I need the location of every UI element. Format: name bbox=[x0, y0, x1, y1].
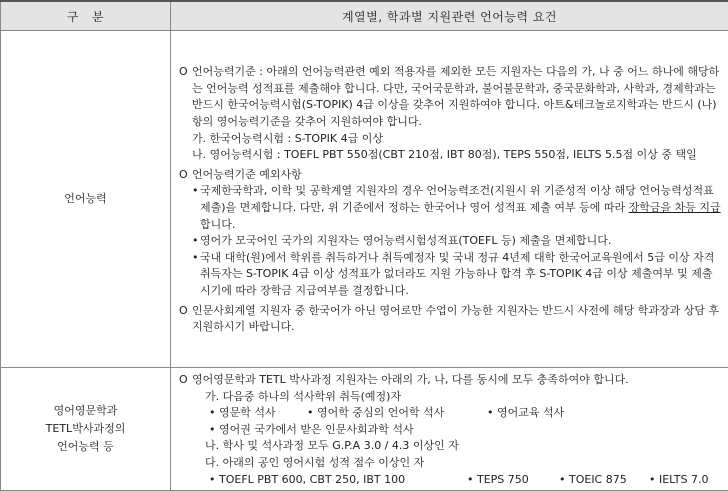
list-item: • TEPS 750 bbox=[467, 472, 559, 489]
header-requirements: 계열별, 학과별 지원관련 언어능력 요건 bbox=[171, 1, 728, 31]
english-test-requirement: 나. 영어능력시험 : TOEFL PBT 550점(CBT 210점, IBT 80점), TEPS 550점, IELTS 5.5점 이상 중 택일 bbox=[192, 147, 722, 164]
language-standard-text: 언어능력기준 : 아래의 언어능력관련 예외 적용자를 제외한 모든 지원자는 다음의 가, 나 중 어느 하나에 해당하는 언어능력 성적표를 제출해야 합니다. 다만, 국어국문학과, 불어불문학과, 중국문화학과, 사학과, 경제학과는 반드시 한국어능력시험(S-TOPIK) 4급 이상을 갖추어 지원하여야 합니다. 아트&테크놀로지학과는 반드시 (나)항의 영어능력기준을 갖추어 지원하여야 합니다. bbox=[192, 64, 722, 130]
circle-bullet-icon: O bbox=[179, 167, 192, 300]
masters-degree-requirement: 가. 다음중 하나의 석사학위 취득(예정)자 bbox=[205, 389, 722, 406]
category-cell: 영어영문학과 TETL박사과정의 언어능력 등 bbox=[1, 368, 171, 491]
list-item: • IELTS 7.0 bbox=[649, 472, 709, 489]
section-humanities-note bbox=[179, 303, 722, 336]
circle-bullet-icon: O bbox=[179, 64, 192, 164]
list-item: • 영어교육 석사 bbox=[487, 405, 564, 422]
list-item bbox=[192, 250, 722, 300]
section-tetl-phd bbox=[179, 372, 722, 488]
list-item: • 영문학 석사 bbox=[209, 405, 307, 422]
list-item: • 영어학 중심의 언어학 석사 bbox=[307, 405, 487, 422]
masters-degree-list bbox=[205, 405, 722, 422]
exception-3-text: 국내 대학(원)에서 학위를 취득하거나 취득예정자 및 국내 정규 4년제 대학 한국어교육원에서 5급 이상 자격취득자는 S-TOPIK 4급 이상 성적표가 없더라도 지원 가능하나 합격 후 S-TOPIK 4급 이상 제출여부 및 제출시기에 따라 장학금 지급여부를 결정합니다. bbox=[200, 250, 722, 300]
gpa-requirement: 나. 학사 및 석사과정 모두 G.P.A 3.0 / 4.3 이상인 자 bbox=[205, 438, 722, 455]
circle-bullet-icon: O bbox=[179, 303, 192, 336]
list-item: • 영어권 국가에서 받은 인문사회과학 석사 bbox=[205, 422, 722, 439]
english-score-list bbox=[205, 472, 722, 489]
requirements-cell bbox=[171, 368, 728, 491]
table-row bbox=[1, 368, 728, 491]
section-language-standard bbox=[179, 64, 722, 164]
list-item bbox=[192, 183, 722, 233]
table-row bbox=[1, 31, 728, 368]
scholarship-emphasis: 장학금을 차등 지급 bbox=[629, 201, 721, 214]
list-item: • TOEIC 875 bbox=[559, 472, 649, 489]
english-score-requirement: 다. 아래의 공인 영어시험 성적 점수 이상인 자 bbox=[205, 455, 722, 472]
list-item bbox=[192, 233, 722, 250]
category-cell: 언어능력 bbox=[1, 31, 171, 368]
header-category: 구 분 bbox=[1, 1, 171, 31]
exceptions-title: 언어능력기준 예외사항 bbox=[192, 167, 722, 184]
list-item: • TOEFL PBT 600, CBT 250, IBT 100 bbox=[209, 472, 467, 489]
requirements-cell bbox=[171, 31, 728, 368]
circle-bullet-icon: O bbox=[179, 372, 192, 488]
humanities-note-text: 인문사회계열 지원자 중 한국어가 아닌 영어로만 수업이 가능한 지원자는 반드시 사전에 해당 학과장과 상담 후 지원하시기 바랍니다. bbox=[192, 303, 722, 336]
exception-1-suffix: 합니다. bbox=[200, 218, 235, 231]
dot-bullet-icon: • bbox=[192, 183, 200, 233]
header-row bbox=[1, 1, 728, 31]
dot-bullet-icon: • bbox=[192, 233, 200, 250]
exception-2-text: 영어가 모국어인 국가의 지원자는 영어능력시험성적표(TOEFL 등) 제출을 면제합니다. bbox=[200, 233, 722, 250]
korean-test-requirement: 가. 한국어능력시험 : S-TOPIK 4급 이상 bbox=[192, 131, 722, 148]
tetl-intro-text: 영어영문학과 TETL 박사과정 지원자는 아래의 가, 나, 다를 동시에 모두 충족하여야 합니다. bbox=[192, 372, 722, 389]
exception-1-text: 국제한국학과, 이학 및 공학계열 지원자의 경우 언어능력조건(지원시 위 기준성적 이상 해당 언어능력성적표 제출)을 면제합니다. 다만, 위 기준에서 정하는 한국어나 영어 성적표 제출 여부 등에 따라 bbox=[200, 184, 714, 214]
dot-bullet-icon: • bbox=[192, 250, 200, 300]
section-exceptions bbox=[179, 167, 722, 300]
